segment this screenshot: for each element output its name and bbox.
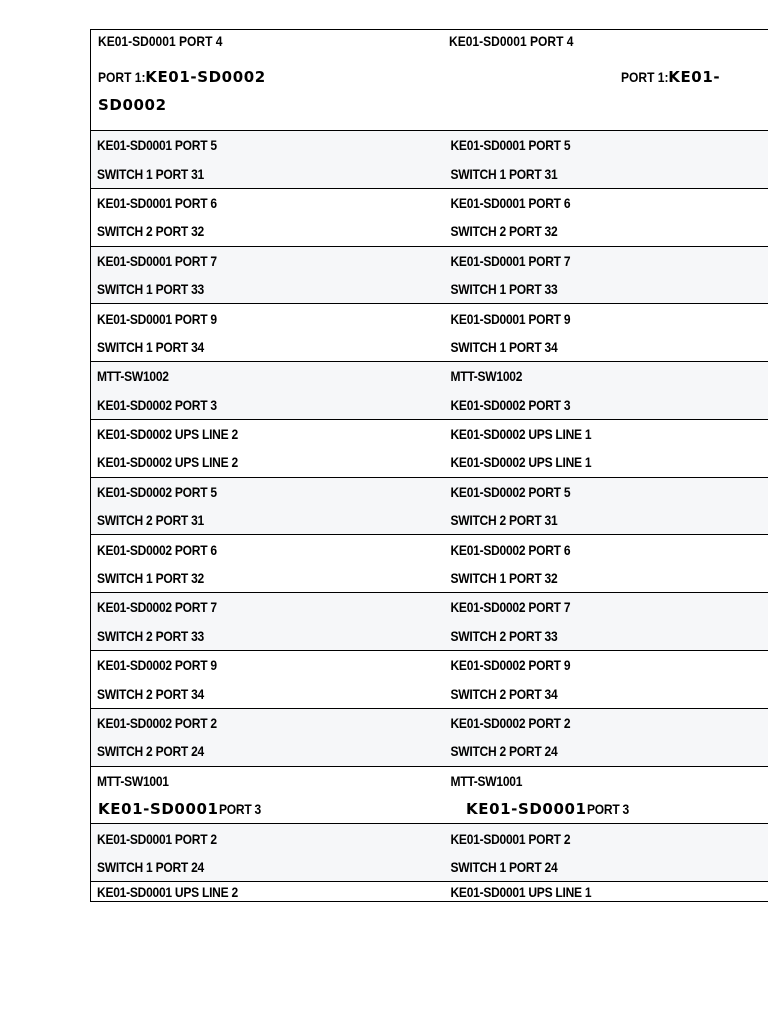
cell-right: KE01-SD0001 PORT 5 [450,137,571,154]
cell-left: KE01-SD0001 PORT 4 [98,33,223,49]
cell-right: SWITCH 2 PORT 34 [450,685,558,702]
cell-right: KE01-SD0001 UPS LINE 1 [450,883,592,900]
cell-left: KE01-SD0002 PORT 9 [97,657,217,674]
cell-right: SWITCH 2 PORT 31 [450,512,558,529]
table-row [91,709,768,767]
table-tail [91,824,768,882]
cell-left: SWITCH 2 PORT 31 [97,512,204,529]
port-mapping-table [90,29,768,902]
cell-right: KE01-SD0001 PORT 7 [450,252,571,269]
cell-right: KE01-SD0002 PORT 2 [450,715,571,731]
cell-left: SWITCH 1 PORT 32 [97,570,204,587]
cell-left: KE01-SD0002 PORT 6 [97,541,217,558]
table-row [91,824,768,882]
cell-left: KE01-SD0001 PORT 5 [97,137,217,154]
cell-right: KE01-SD0002 PORT 5 [450,483,571,500]
cell-left: KE01-SD0002 UPS LINE 2 [97,426,238,443]
table-row [91,478,768,536]
cell-left: KE01-SD0001 PORT 2 [97,830,217,847]
cell-right: KE01-SD0001 PORT 3 [466,800,629,819]
port1-right-line: PORT 1:KE01- [621,68,721,86]
cell-left: SWITCH 1 PORT 34 [97,338,204,355]
table-row-header [91,30,768,131]
table-row [91,593,768,651]
cell-left: KE01-SD0001 PORT 6 [97,194,217,211]
cell-right: KE01-SD0002 UPS LINE 1 [450,454,592,471]
cell-right: KE01-SD0002 PORT 6 [450,541,571,558]
table-row [91,420,768,478]
table-row [91,651,768,709]
cell-right: SWITCH 2 PORT 24 [450,743,558,760]
cell-left: MTT-SW1001 [97,772,169,789]
cell-left: SWITCH 2 PORT 32 [97,223,204,240]
cell-left: KE01-SD0001 UPS LINE 2 [97,883,238,900]
cell-left: KE01-SD0002 PORT 3 [97,396,217,413]
cell-left: KE01-SD0001 PORT 9 [97,310,217,327]
cell-right: SWITCH 1 PORT 34 [450,338,558,355]
port1-left-line: PORT 1:KE01-SD0002 [98,68,266,86]
cell-right: KE01-SD0002 PORT 7 [450,599,571,616]
cell-right: SWITCH 2 PORT 33 [450,627,558,644]
cell-right: MTT-SW1002 [450,368,523,385]
cell-right: KE01-SD0002 PORT 9 [450,657,571,674]
cell-right: SWITCH 2 PORT 32 [450,223,558,240]
cell-right: KE01-SD0001 PORT 6 [450,194,571,211]
cell-right: SWITCH 1 PORT 24 [450,858,558,875]
cell-right: MTT-SW1001 [450,772,523,789]
cell-right: SWITCH 1 PORT 33 [450,281,558,298]
table-row [91,304,768,362]
cell-left: SWITCH 1 PORT 24 [97,858,204,875]
cell-left: SWITCH 1 PORT 33 [97,281,204,298]
cell-right: KE01-SD0001 PORT 9 [450,310,571,327]
cell-right: SWITCH 1 PORT 32 [450,570,558,587]
cell-right: KE01-SD0002 UPS LINE 1 [450,426,592,443]
cell-left: MTT-SW1002 [97,368,169,385]
cell-right: KE01-SD0002 PORT 3 [450,396,571,413]
cell-left: KE01-SD0001 PORT 3 [98,800,261,819]
table-body [91,131,768,767]
cell-left: SWITCH 2 PORT 33 [97,627,204,644]
cell-left: SWITCH 2 PORT 24 [97,743,204,760]
cell-right: KE01-SD0001 PORT 2 [450,830,571,847]
cell-right: KE01-SD0001 PORT 4 [449,33,574,49]
cell-left: KE01-SD0002 PORT 5 [97,483,217,500]
table-row [91,535,768,593]
cell-left: KE01-SD0001 PORT 7 [97,252,217,269]
table-row [91,189,768,247]
table-row [91,362,768,420]
table-row-mtt [91,767,768,825]
cell-right: SWITCH 1 PORT 31 [450,165,558,182]
table-row [91,131,768,189]
table-row [91,247,768,305]
cell-left: KE01-SD0002 PORT 2 [97,715,217,731]
cell-left: KE01-SD0002 UPS LINE 2 [97,454,238,471]
table-row-last [91,882,768,902]
cell-left: SWITCH 1 PORT 31 [97,165,204,182]
cell-left: SWITCH 2 PORT 34 [97,685,204,702]
port1-left-wrap: SD0002 [98,96,167,114]
cell-left: KE01-SD0002 PORT 7 [97,599,217,616]
